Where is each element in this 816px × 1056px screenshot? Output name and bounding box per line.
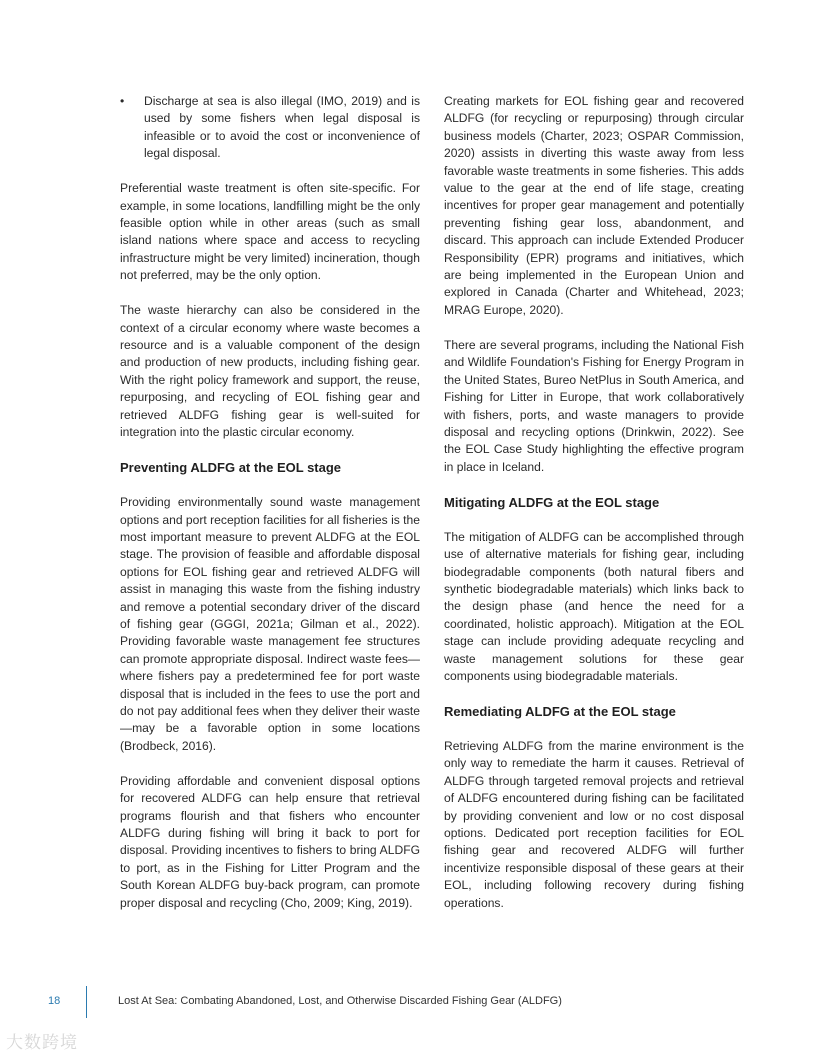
page-number: 18 (48, 995, 61, 1007)
left-column (120, 93, 420, 930)
section-heading: Remediating ALDFG at the EOL stage (444, 703, 676, 719)
footer-title: Lost At Sea: Combating Abandoned, Lost, and Otherwise Discarded Fishing Gear (ALDFG) (118, 995, 562, 1007)
paragraph: The waste hierarchy can also be considered in the context of a circular economy where waste becomes a resource and is a valuable component of the design and production of new products, including fishing gear. With the right policy framework and support, the reuse, repurposing, and recycling of EOL fishing gear and retrieved ALDFG fishing gear is well-suited for integration into the plastic circular economy. (120, 303, 420, 440)
page-footer (0, 986, 816, 1020)
footer-divider (86, 986, 87, 1018)
paragraph: There are several programs, including the National Fish and Wildlife Foundation's Fishing for Energy Program in the United States, Bureo NetPlus in South America, and Fishing for Litter in Europe, that work collaboratively with fishers, ports, and waste managers to provide disposal and recycling options (Drinkwin, 2022). See the EOL Case Study highlighting the effective program in place in Iceland. (444, 337, 744, 474)
watermark: 大数跨境 (6, 1033, 78, 1052)
bullet-item (120, 93, 420, 163)
paragraph: Providing affordable and convenient disposal options for recovered ALDFG can help ensure that retrieval programs flourish and that fishers who encounter ALDFG during fishing will bring it back to port for disposal. Providing incentives to fishers to bring ALDFG to port, as in the Fishing for Litter Program and the South Korean ALDFG buy-back program, can promote proper disposal and recycling (Cho, 2009; King, 2019). (120, 773, 420, 910)
paragraph: Retrieving ALDFG from the marine environment is the only way to remediate the harm it causes. Retrieval of ALDFG through targeted removal projects and retrieval of ALDFG encountered during fishing can be facilitated by providing convenient and low or no cost disposal options. Dedicated port reception facilities for EOL fishing gear and recovered ALDFG will further incentivize responsible disposal of these gears at their EOL, including following recovery during fishing operations. (444, 738, 744, 910)
paragraph: The mitigation of ALDFG can be accomplished through use of alternative materials for fishing gear, including biodegradable components (both natural fibers and synthetic biodegradable materials) which links back to the design phase (and hence the need for a coordinated, holistic approach). Mitigation at the EOL stage can include providing adequate recycling and waste management solutions for these gear components using biodegradable materials. (444, 529, 744, 683)
right-column (444, 93, 744, 930)
paragraph: Creating markets for EOL fishing gear and recovered ALDFG (for recycling or repurposing) through circular business models (Charter, 2023; OSPAR Commission, 2020) assists in diverting this waste away from less favorable waste treatments in some fisheries. This adds value to the gear at the end of life stage, creating incentives for proper gear management and potentially preventing fishing gear loss, abandonment, and discard. This approach can include Extended Producer Responsibility (EPR) programs and initiatives, which are being implemented in the European Union and explored in Canada (Charter and Whitehead, 2023; MRAG Europe, 2020). (444, 94, 744, 317)
section-heading: Mitigating ALDFG at the EOL stage (444, 494, 660, 510)
section-heading: Preventing ALDFG at the EOL stage (120, 460, 342, 476)
paragraph: Preferential waste treatment is often site-specific. For example, in some locations, landfilling might be the only feasible option while in other areas (such as small island nations where space and access to recycling infrastructure might be very limited) incineration, though not preferred, may be the only option. (120, 181, 420, 283)
bullet-marker: • (120, 94, 125, 108)
paragraph: Providing environmentally sound waste management options and port reception facilities for all fisheries is the most important measure to prevent ALDFG at the EOL stage. The provision of feasible and affordable disposal options for EOL fishing gear and retrieved ALDFG will assist in managing this waste from the fishing industry and remove a potential secondary driver of the discard of fishing gear (GGGI, 2021a; Gilman et al., 2022). Providing favorable waste management fee structures can promote appropriate disposal. Indirect waste fees—where fishers pay a predetermined fee for port waste disposal that is included in the fees to use the port and do not pay additional fees when they deliver their waste—may be a favorable option in some locations (Brodbeck, 2016). (120, 495, 420, 753)
bullet-text: Discharge at sea is also illegal (IMO, 2019) and is used by some fishers when legal disposal is infeasible or to avoid the cost or inconvenience of legal disposal. (144, 94, 420, 161)
